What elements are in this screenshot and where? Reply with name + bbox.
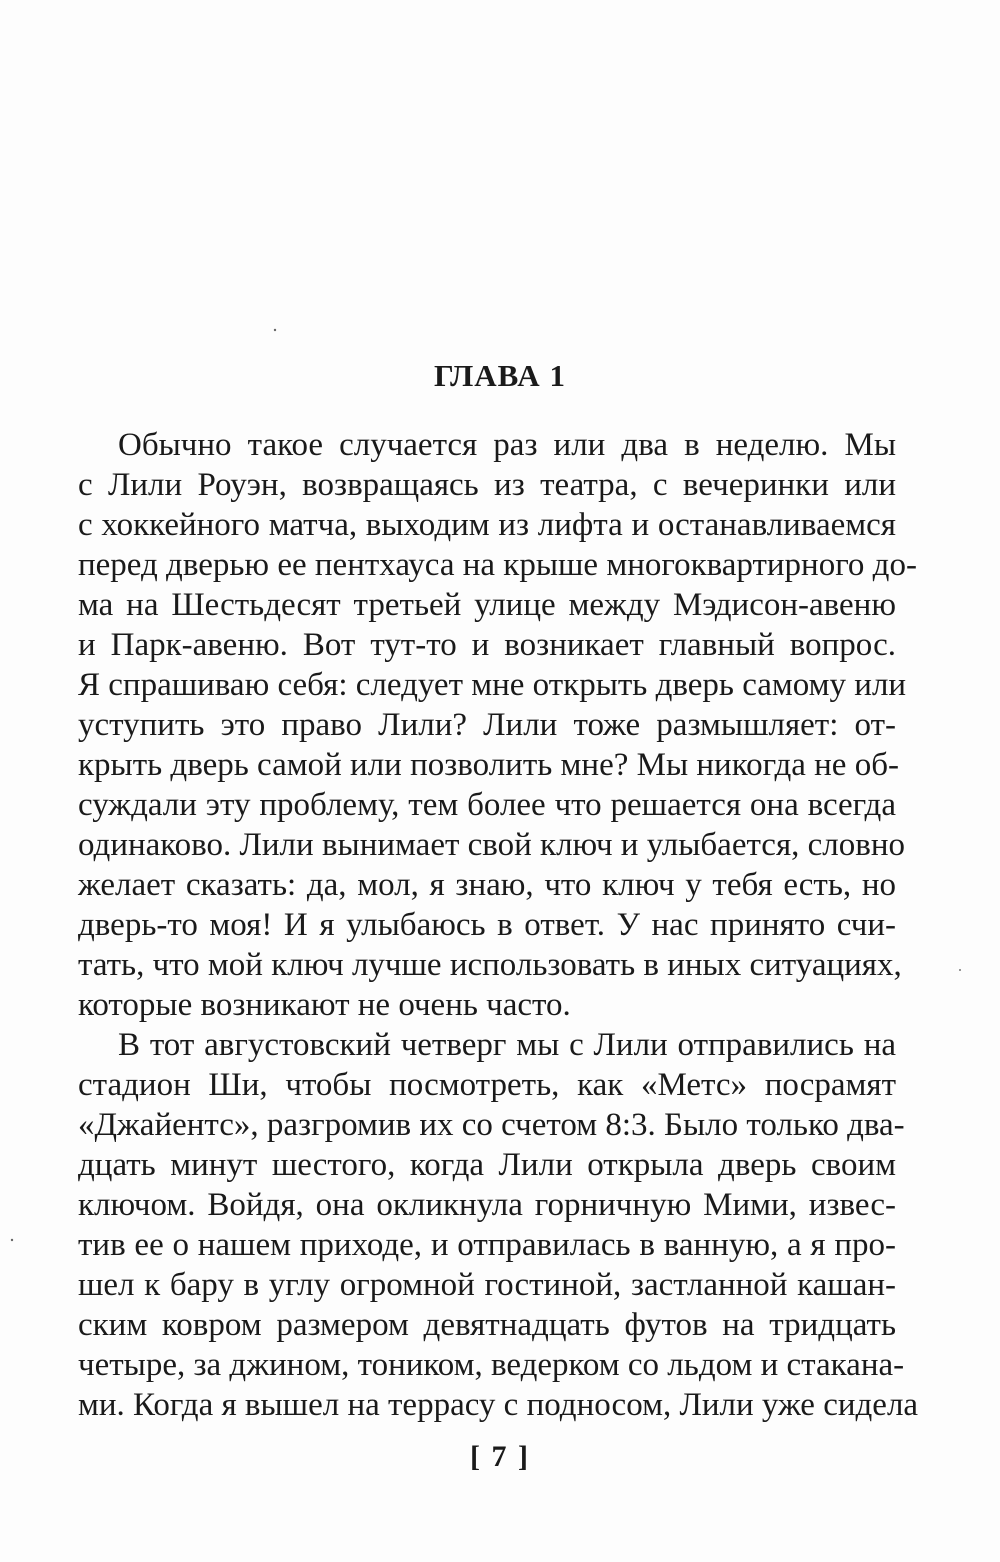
page-number: [ 7 ]	[470, 1440, 530, 1473]
chapter-title: ГЛАВА 1	[434, 358, 566, 393]
text-line: ма на Шестьдесят третьей улице между Мэдисон-авеню	[78, 587, 896, 623]
text-line: суждали эту проблему, тем более что решается она всегда	[78, 787, 896, 823]
text-line: с Лили Роуэн, возвращаясь из театра, с вечеринки или	[78, 467, 896, 503]
text-line: и Парк-авеню. Вот тут-то и возникает главный вопрос.	[78, 627, 896, 663]
paragraph-1	[78, 425, 917, 1025]
text-line: тать, что мой ключ лучше использовать в иных ситуациях,	[78, 947, 902, 983]
text-line: крыть дверь самой или позволить мне? Мы никогда не об-	[78, 747, 899, 783]
speck-dot	[959, 969, 961, 971]
text-line: перед дверью ее пентхауса на крыше многоквартирного до-	[78, 547, 917, 583]
text-line: с хоккейного матча, выходим из лифта и останавливаемся	[78, 507, 896, 543]
text-line: «Джайентс», разгромив их со счетом 8:3. Было только два-	[78, 1107, 905, 1143]
text-line: которые возникают не очень часто.	[78, 987, 571, 1023]
text-line: одинаково. Лили вынимает свой ключ и улыбается, словно	[78, 827, 905, 863]
body-text	[78, 425, 919, 1425]
speck-dot	[11, 1239, 13, 1241]
text-line: дверь-то моя! И я улыбаюсь в ответ. У нас принято счи-	[78, 907, 896, 943]
text-line: ми. Когда я вышел на террасу с подносом, Лили уже сидела	[78, 1387, 919, 1423]
text-line: Обычно такое случается раз или два в неделю. Мы	[118, 427, 896, 463]
text-line: шел к бару в углу огромной гостиной, застланной кашан-	[78, 1267, 896, 1303]
text-line: стадион Ши, чтобы посмотреть, как «Метс» посрамят	[78, 1067, 896, 1103]
text-line: четыре, за джином, тоником, ведерком со льдом и стакана-	[78, 1347, 905, 1383]
text-line: ским ковром размером девятнадцать футов на тридцать	[78, 1307, 896, 1343]
text-line: В тот августовский четверг мы с Лили отправились на	[118, 1027, 896, 1063]
text-line: тив ее о нашем приходе, и отправилась в ванную, а я про-	[78, 1227, 896, 1263]
text-line: дцать минут шестого, когда Лили открыла дверь своим	[78, 1147, 896, 1183]
text-line: ключом. Войдя, она окликнула горничную Мими, извес-	[78, 1187, 896, 1223]
speck-dot	[274, 329, 276, 331]
paragraph-2	[78, 1025, 919, 1425]
text-line: уступить это право Лили? Лили тоже размышляет: от-	[78, 707, 896, 743]
text-line: Я спрашиваю себя: следует мне открыть дверь самому или	[78, 667, 907, 703]
text-line: желает сказать: да, мол, я знаю, что ключ у тебя есть, но	[78, 867, 896, 903]
